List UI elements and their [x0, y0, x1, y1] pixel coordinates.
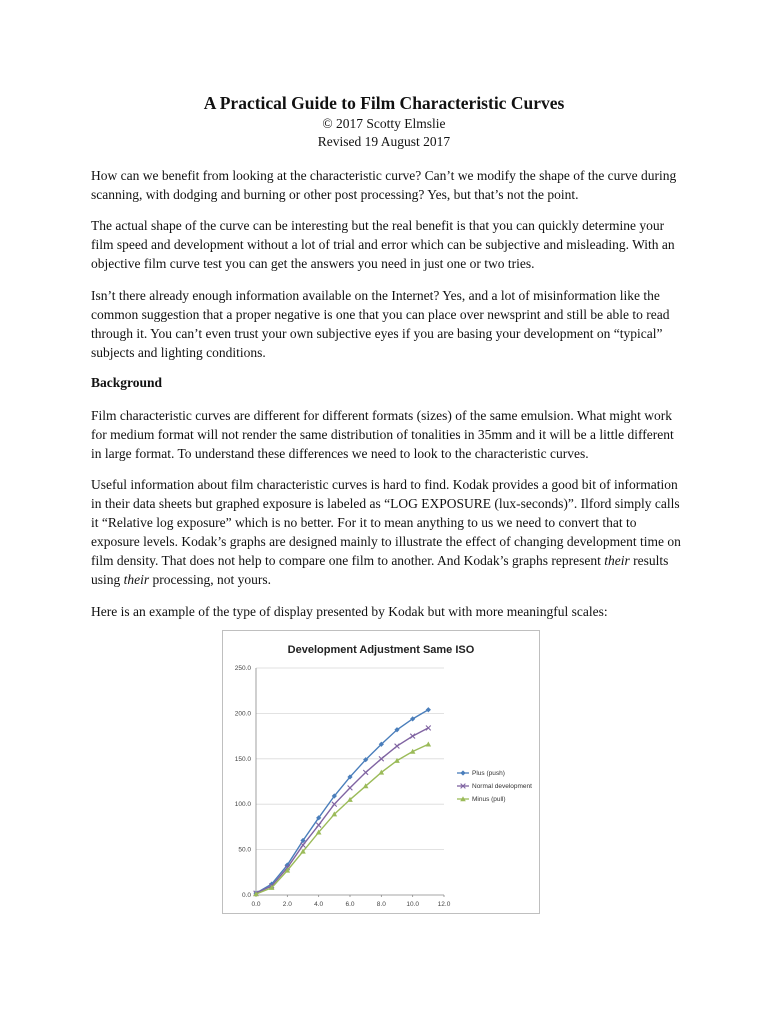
x-tick-label: 10.0 [406, 901, 419, 908]
data-point [316, 823, 321, 828]
x-tick-label: 6.0 [345, 901, 355, 908]
useful-text-2: results using [91, 553, 669, 587]
data-point [426, 741, 432, 746]
chart-gridlines [256, 668, 444, 850]
paragraph-1: How can we benefit from looking at the characteristic curve? Can’t we modify the shape of the curve during scanning, with dodging and burning or other post processing? Yes, but that’s not the point. [91, 168, 677, 202]
series-line [256, 710, 428, 893]
chart-title: Development Adjustment Same ISO [287, 644, 475, 656]
legend-entry [457, 796, 506, 803]
useful-text-1: Useful information about film characteristic curves is hard to find. Kodak provides a good bit of information in their data sheets but graphed exposure is labeled as “LOG EXPOSURE (lux-seconds)”. Ilford simply calls it “Relative log exposure” which is no better. For it to mean anything to us we need to convert that to exposure levels. Kodak’s graphs are designed mainly to illustrate the effect of changing development time on film density. That does not help to compare one film to another. And Kodak’s graphs represent [91, 477, 681, 568]
x-tick-label: 12.0 [437, 901, 451, 908]
x-tick-label: 8.0 [376, 901, 386, 908]
useful-emphasis-2: their [123, 572, 150, 587]
y-tick-label: 250.0 [234, 665, 251, 672]
legend-entry [457, 783, 532, 790]
y-tick-label: 150.0 [234, 755, 251, 763]
series-normal-development [254, 726, 431, 896]
paragraph-example-intro: Here is an example of the type of display presented by Kodak but with more meaningful scales: [91, 604, 608, 619]
data-point [348, 785, 353, 790]
paragraph-3: Isn’t there already enough information available on the Internet? Yes, and a lot of misinformation like the common suggestion that a proper negative is one that you can place over newsprint and still be able to read through it. You can’t even trust your own subjective eyes if you are basing your development on “typical” subjects and lighting conditions. [91, 288, 670, 360]
chart-legend [457, 770, 532, 803]
data-point [395, 744, 400, 749]
x-tick-label: 4.0 [314, 901, 324, 908]
data-point [410, 734, 415, 739]
data-point [460, 770, 465, 775]
paragraph-background: Film characteristic curves are different for different formats (sizes) of the same emulsion. What might work for medium format will not render the same distribution of tonalities in 35mm and it will be a little different in large format. To understand these differences we need to look to the characteristic curves. [91, 408, 674, 461]
revised-date: Revised 19 August 2017 [317, 134, 451, 149]
y-tick-label: 0.0 [241, 892, 251, 899]
legend-label: Minus (pull) [472, 796, 506, 804]
data-point [426, 726, 431, 731]
x-tick-label: 0.0 [251, 901, 261, 908]
x-tick-label: 2.0 [282, 901, 292, 908]
y-tick-label: 100.0 [234, 801, 251, 809]
chart-series [253, 707, 431, 896]
y-tick-label: 200.0 [234, 710, 251, 718]
chart-container [222, 630, 540, 914]
useful-text-3: processing, not yours. [149, 572, 272, 587]
document-title: A Practical Guide to Film Characteristic Curves [203, 93, 565, 113]
data-point [301, 843, 306, 848]
legend-label: Plus (push) [472, 770, 505, 778]
series-plus-push [253, 707, 431, 896]
useful-emphasis-1: their [604, 553, 630, 568]
series-line [256, 728, 428, 893]
legend-entry [457, 770, 505, 777]
y-tick-label: 50.0 [238, 846, 251, 854]
heading-background: Background [91, 375, 163, 390]
legend-label: Normal development [472, 783, 532, 791]
copyright-line: © 2017 Scotty Elmslie [322, 116, 446, 131]
development-chart [223, 631, 539, 913]
paragraph-useful-info [91, 475, 687, 589]
data-point [363, 770, 368, 775]
paragraph-2: The actual shape of the curve can be interesting but the real benefit is that you can quickly determine your film speed and development without a lot of trial and error which can be subjective and misleading. With an objective film curve test you can get the answers you need in just one or two tries. [91, 218, 675, 271]
